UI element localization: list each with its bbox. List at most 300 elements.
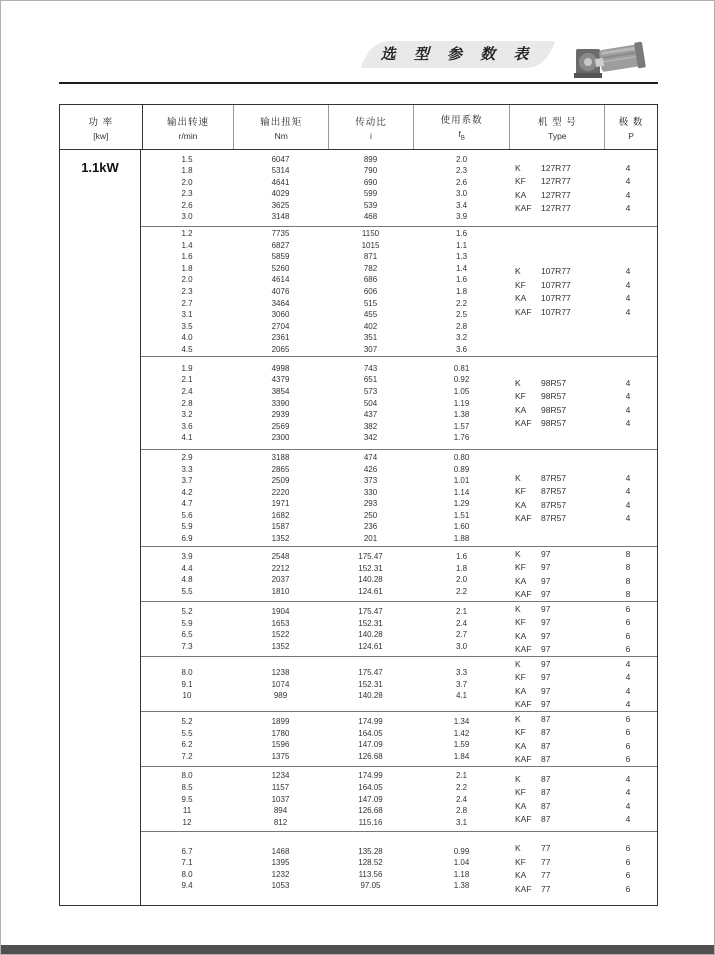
output-speed-cell: 1.5 [181, 154, 193, 164]
table-row [141, 274, 510, 286]
service-factor-cell: 1.18 [453, 869, 470, 879]
ratio-cell: 474 [363, 452, 378, 462]
type-prefix: K [515, 713, 521, 724]
selection-parameter-table [59, 104, 658, 906]
type-size: 97 [541, 685, 551, 696]
poles-cell: 4 [625, 699, 631, 710]
output-torque-cell: 4029 [271, 189, 290, 199]
type-prefix: KAF [515, 513, 532, 524]
table-group [141, 601, 657, 656]
type-prefix: KAF [515, 814, 532, 825]
poles-cell: 4 [625, 486, 631, 497]
output-torque-cell: 2704 [271, 321, 290, 331]
service-factor-cell: 2.1 [455, 771, 468, 781]
poles-cell: 6 [625, 713, 631, 724]
type-row [510, 882, 657, 896]
ratio-cell: 140.28 [358, 575, 383, 585]
table-row [141, 475, 510, 487]
output-torque-cell: 1653 [271, 618, 290, 628]
ratio-cell: 455 [363, 310, 378, 320]
poles-cell: 8 [625, 575, 631, 586]
service-factor-cell: 3.3 [455, 667, 468, 677]
table-row [141, 667, 510, 679]
type-prefix: K [515, 773, 521, 784]
poles-cell: 4 [625, 800, 631, 811]
col-header-power: 功 率 [kw] [60, 105, 143, 149]
ratio-cell: 113.56 [358, 869, 383, 879]
ratio-cell: 426 [363, 464, 378, 474]
table-row [141, 562, 510, 574]
table-groups [141, 150, 657, 906]
table-group [141, 546, 657, 601]
table-row [141, 344, 510, 356]
group-data [141, 712, 510, 766]
output-speed-cell: 3.7 [181, 476, 193, 486]
type-row [510, 671, 657, 685]
type-prefix: KF [515, 787, 526, 798]
type-size: 98R57 [541, 391, 567, 402]
table-row [141, 857, 510, 869]
output-speed-cell: 3.3 [181, 464, 193, 474]
type-size: 77 [541, 883, 551, 894]
output-torque-cell: 1037 [271, 794, 290, 804]
output-torque-cell: 1682 [271, 510, 290, 520]
table-row [141, 521, 510, 533]
type-size: 77 [541, 843, 551, 854]
group-types [510, 832, 657, 905]
type-row [510, 376, 657, 390]
type-row [510, 684, 657, 698]
table-row [141, 320, 510, 332]
type-prefix: KA [515, 404, 527, 415]
output-speed-cell: 6.7 [181, 846, 193, 856]
service-factor-cell: 2.8 [455, 806, 468, 816]
page-footer-bar [1, 945, 714, 954]
type-size: 87 [541, 773, 551, 784]
type-prefix: KA [515, 685, 527, 696]
group-types [510, 450, 657, 546]
output-torque-cell: 3854 [271, 386, 290, 396]
service-factor-cell: 2.2 [455, 782, 468, 792]
output-torque-cell: 3390 [271, 398, 290, 408]
output-torque-cell: 3625 [271, 200, 290, 210]
poles-cell: 4 [625, 499, 631, 510]
table-group [141, 226, 657, 356]
output-torque-cell: 1899 [271, 717, 290, 727]
table-row [141, 153, 510, 165]
output-torque-cell: 1468 [271, 846, 290, 856]
table-row [141, 397, 510, 409]
ratio-cell: 373 [363, 476, 378, 486]
output-speed-cell: 8.0 [181, 771, 193, 781]
ratio-cell: 307 [363, 344, 378, 354]
ratio-cell: 164.05 [358, 728, 383, 738]
ratio-cell: 504 [363, 398, 378, 408]
type-row [510, 305, 657, 319]
output-torque-cell: 2509 [271, 476, 290, 486]
type-prefix: KAF [515, 589, 532, 600]
service-factor-cell: 0.92 [453, 375, 470, 385]
service-factor-cell: 1.38 [453, 410, 470, 420]
poles-cell: 4 [625, 266, 631, 277]
type-size: 127R77 [541, 189, 571, 200]
service-factor-cell: 1.6 [455, 552, 468, 562]
type-row [510, 739, 657, 753]
table-row [141, 606, 510, 618]
table-row [141, 574, 510, 586]
output-speed-cell: 3.2 [181, 410, 193, 420]
type-size: 107R77 [541, 306, 571, 317]
service-factor-cell: 2.4 [455, 794, 468, 804]
output-torque-cell: 2212 [271, 563, 290, 573]
table-group [141, 831, 657, 905]
service-factor-cell: 3.4 [455, 200, 468, 210]
output-speed-cell: 5.2 [181, 607, 193, 617]
type-prefix: KF [515, 562, 526, 573]
table-row [141, 533, 510, 545]
table-row [141, 880, 510, 892]
output-speed-cell: 7.1 [181, 858, 193, 868]
table-row [141, 498, 510, 510]
poles-cell: 4 [625, 203, 631, 214]
table-body [60, 150, 657, 906]
ratio-cell: 126.68 [358, 751, 383, 761]
output-torque-cell: 1810 [271, 586, 290, 596]
ratio-cell: 437 [363, 410, 378, 420]
table-row [141, 641, 510, 653]
poles-cell: 4 [625, 672, 631, 683]
output-speed-cell: 1.2 [181, 229, 193, 239]
table-row [141, 332, 510, 344]
output-torque-cell: 1053 [271, 881, 290, 891]
output-speed-cell: 3.1 [181, 310, 193, 320]
poles-cell: 4 [625, 658, 631, 669]
ratio-cell: 164.05 [358, 782, 383, 792]
output-speed-cell: 9.1 [181, 679, 193, 689]
type-size: 107R77 [541, 293, 571, 304]
poles-cell: 4 [625, 391, 631, 402]
output-speed-cell: 4.4 [181, 563, 193, 573]
table-row [141, 452, 510, 464]
poles-cell: 4 [625, 418, 631, 429]
output-speed-cell: 2.0 [181, 177, 193, 187]
poles-cell: 4 [625, 472, 631, 483]
service-factor-cell: 3.0 [455, 189, 468, 199]
table-group [141, 656, 657, 711]
col-header-poles: 极 数 P [618, 116, 644, 141]
service-factor-cell: 2.2 [455, 586, 468, 596]
type-row [510, 471, 657, 485]
table-row [141, 678, 510, 690]
poles-cell: 6 [625, 727, 631, 738]
output-speed-cell: 5.6 [181, 510, 193, 520]
table-row [141, 239, 510, 251]
type-row [510, 188, 657, 202]
type-row [510, 574, 657, 588]
output-torque-cell: 812 [273, 817, 288, 827]
poles-cell: 4 [625, 279, 631, 290]
service-factor-cell: 1.6 [455, 229, 468, 239]
ratio-cell: 790 [363, 166, 378, 176]
output-speed-cell: 3.9 [181, 552, 193, 562]
service-factor-cell: 1.42 [453, 728, 470, 738]
output-torque-cell: 1074 [271, 679, 290, 689]
table-row [141, 188, 510, 200]
type-prefix: KAF [515, 754, 532, 765]
service-factor-cell: 3.7 [455, 679, 468, 689]
output-speed-cell: 1.6 [181, 252, 193, 262]
poles-cell: 4 [625, 685, 631, 696]
type-row [510, 390, 657, 404]
type-row [510, 869, 657, 883]
type-size: 127R77 [541, 203, 571, 214]
output-speed-cell: 9.4 [181, 881, 193, 891]
table-row [141, 869, 510, 881]
output-speed-cell: 2.3 [181, 189, 193, 199]
type-prefix: KAF [515, 418, 532, 429]
type-prefix: KF [515, 391, 526, 402]
output-torque-cell: 1596 [271, 740, 290, 750]
service-factor-cell: 1.38 [453, 881, 470, 891]
type-size: 107R77 [541, 279, 571, 290]
type-size: 98R57 [541, 404, 567, 415]
output-speed-cell: 8.0 [181, 869, 193, 879]
ratio-cell: 140.28 [358, 691, 383, 701]
output-torque-cell: 1234 [271, 771, 290, 781]
ratio-cell: 152.31 [358, 563, 383, 573]
col-header-output-speed: 输出转速 r/min [143, 105, 235, 149]
table-group [141, 766, 657, 831]
group-data [141, 547, 510, 601]
type-row [510, 278, 657, 292]
output-torque-cell: 4379 [271, 375, 290, 385]
type-size: 97 [541, 575, 551, 586]
service-factor-cell: 1.19 [453, 398, 470, 408]
ratio-cell: 236 [363, 522, 378, 532]
output-torque-cell: 1232 [271, 869, 290, 879]
poles-cell: 4 [625, 787, 631, 798]
output-speed-cell: 6.5 [181, 630, 193, 640]
poles-cell: 8 [625, 589, 631, 600]
output-speed-cell: 7.3 [181, 641, 193, 651]
output-speed-cell: 2.1 [181, 375, 193, 385]
ratio-cell: 147.09 [358, 794, 383, 804]
table-row [141, 716, 510, 728]
table-row [141, 845, 510, 857]
table-row [141, 617, 510, 629]
type-prefix: KA [515, 575, 527, 586]
type-row [510, 512, 657, 526]
output-torque-cell: 1971 [271, 499, 290, 509]
group-types [510, 150, 657, 226]
type-prefix: KF [515, 672, 526, 683]
type-row [510, 498, 657, 512]
ratio-cell: 539 [363, 200, 378, 210]
ratio-cell: 175.47 [358, 667, 383, 677]
output-torque-cell: 1904 [271, 607, 290, 617]
col-header-service-factor: 使用系数 $f_B$ [414, 105, 511, 149]
ratio-cell: 174.99 [358, 717, 383, 727]
output-speed-cell: 4.7 [181, 499, 193, 509]
service-factor-cell: 2.3 [455, 166, 468, 176]
type-size: 87 [541, 787, 551, 798]
table-row [141, 751, 510, 763]
type-row [510, 643, 657, 657]
service-factor-cell: 2.7 [455, 630, 468, 640]
ratio-cell: 782 [363, 263, 378, 273]
type-size: 77 [541, 856, 551, 867]
ratio-cell: 606 [363, 287, 378, 296]
gear-motor-photo [573, 35, 651, 83]
service-factor-cell: 1.1 [455, 240, 468, 250]
type-row [510, 588, 657, 602]
type-row [510, 485, 657, 499]
output-speed-cell: 6.2 [181, 740, 193, 750]
output-speed-cell: 5.5 [181, 586, 193, 596]
output-speed-cell: 2.4 [181, 386, 193, 396]
service-factor-cell: 4.1 [455, 691, 468, 701]
type-row [510, 698, 657, 712]
col-header-ratio: 传动比 i [329, 105, 414, 149]
output-torque-cell: 4614 [271, 275, 290, 285]
table-row [141, 211, 510, 223]
output-speed-cell: 2.0 [181, 275, 193, 285]
table-group [141, 449, 657, 546]
type-size: 97 [541, 548, 551, 559]
group-types [510, 712, 657, 766]
poles-cell: 6 [625, 630, 631, 641]
type-row [510, 855, 657, 869]
type-row [510, 547, 657, 561]
service-factor-cell: 2.2 [455, 298, 468, 308]
type-size: 87R57 [541, 513, 567, 524]
ratio-cell: 651 [363, 375, 378, 385]
type-row [510, 786, 657, 800]
table-row [141, 263, 510, 275]
output-torque-cell: 2065 [271, 344, 290, 354]
type-prefix: KA [515, 630, 527, 641]
output-torque-cell: 1522 [271, 630, 290, 640]
group-data [141, 767, 510, 831]
output-speed-cell: 1.9 [181, 363, 193, 373]
service-factor-cell: 2.0 [455, 575, 468, 585]
type-size: 87 [541, 800, 551, 811]
type-row [510, 175, 657, 189]
service-factor-cell: 1.88 [453, 534, 470, 544]
poles-cell: 8 [625, 548, 631, 559]
output-torque-cell: 1395 [271, 858, 290, 868]
output-torque-cell: 1375 [271, 751, 290, 761]
service-factor-cell: 1.57 [453, 421, 470, 431]
type-size: 87 [541, 754, 551, 765]
service-factor-cell: 3.1 [455, 817, 468, 827]
type-row [510, 657, 657, 671]
output-speed-cell: 5.9 [181, 618, 193, 628]
service-factor-cell: 1.01 [453, 476, 470, 486]
header-divider [59, 82, 658, 84]
poles-cell: 4 [625, 176, 631, 187]
ratio-cell: 351 [363, 333, 378, 343]
type-prefix: KF [515, 856, 526, 867]
type-row [510, 616, 657, 630]
service-factor-cell: 3.2 [455, 333, 468, 343]
output-speed-cell: 5.2 [181, 717, 193, 727]
ratio-cell: 468 [363, 212, 378, 222]
type-prefix: KF [515, 279, 526, 290]
table-row [141, 309, 510, 321]
type-prefix: KF [515, 486, 526, 497]
table-row [141, 805, 510, 817]
type-size: 77 [541, 870, 551, 881]
table-row [141, 286, 510, 298]
type-prefix: KF [515, 727, 526, 738]
type-row [510, 813, 657, 827]
output-torque-cell: 3188 [271, 452, 290, 462]
output-speed-cell: 7.2 [181, 751, 193, 761]
table-row [141, 297, 510, 309]
output-torque-cell: 6827 [271, 240, 290, 250]
output-speed-cell: 1.4 [181, 240, 193, 250]
type-prefix: K [515, 603, 521, 614]
table-row [141, 374, 510, 386]
output-speed-cell: 2.9 [181, 452, 193, 462]
table-row [141, 463, 510, 475]
poles-cell: 4 [625, 814, 631, 825]
type-row [510, 726, 657, 740]
type-prefix: K [515, 266, 521, 277]
table-row [141, 793, 510, 805]
service-factor-cell: 0.81 [453, 363, 470, 373]
output-torque-cell: 3060 [271, 310, 290, 320]
type-row [510, 712, 657, 726]
output-speed-cell: 11 [182, 806, 192, 816]
service-factor-cell: 0.80 [453, 452, 470, 462]
table-row [141, 228, 510, 240]
service-factor-cell: 3.6 [455, 344, 468, 354]
table-row [141, 420, 510, 432]
output-torque-cell: 1352 [271, 641, 290, 651]
ratio-cell: 201 [363, 534, 378, 544]
ratio-cell: 128.52 [358, 858, 383, 868]
output-torque-cell: 2361 [271, 333, 290, 343]
ratio-cell: 135.28 [358, 846, 383, 856]
type-row [510, 417, 657, 431]
output-torque-cell: 4641 [271, 177, 290, 187]
ratio-cell: 690 [363, 177, 378, 187]
table-row [141, 386, 510, 398]
ratio-cell: 126.68 [358, 806, 383, 816]
table-row [141, 770, 510, 782]
table-row [141, 629, 510, 641]
group-data [141, 602, 510, 656]
type-size: 98R57 [541, 377, 567, 388]
ratio-cell: 686 [363, 275, 378, 285]
table-row [141, 739, 510, 751]
output-torque-cell: 1157 [271, 782, 290, 792]
type-prefix: K [515, 658, 521, 669]
type-row [510, 161, 657, 175]
poles-cell: 6 [625, 617, 631, 628]
poles-cell: 6 [625, 740, 631, 751]
output-torque-cell: 2220 [271, 487, 290, 497]
group-types [510, 657, 657, 711]
service-factor-cell: 1.05 [453, 386, 470, 396]
service-factor-cell: 1.4 [455, 263, 468, 273]
service-factor-cell: 1.3 [455, 252, 468, 262]
ratio-cell: 124.61 [358, 641, 383, 651]
ratio-cell: 573 [363, 386, 378, 396]
poles-cell: 6 [625, 644, 631, 655]
